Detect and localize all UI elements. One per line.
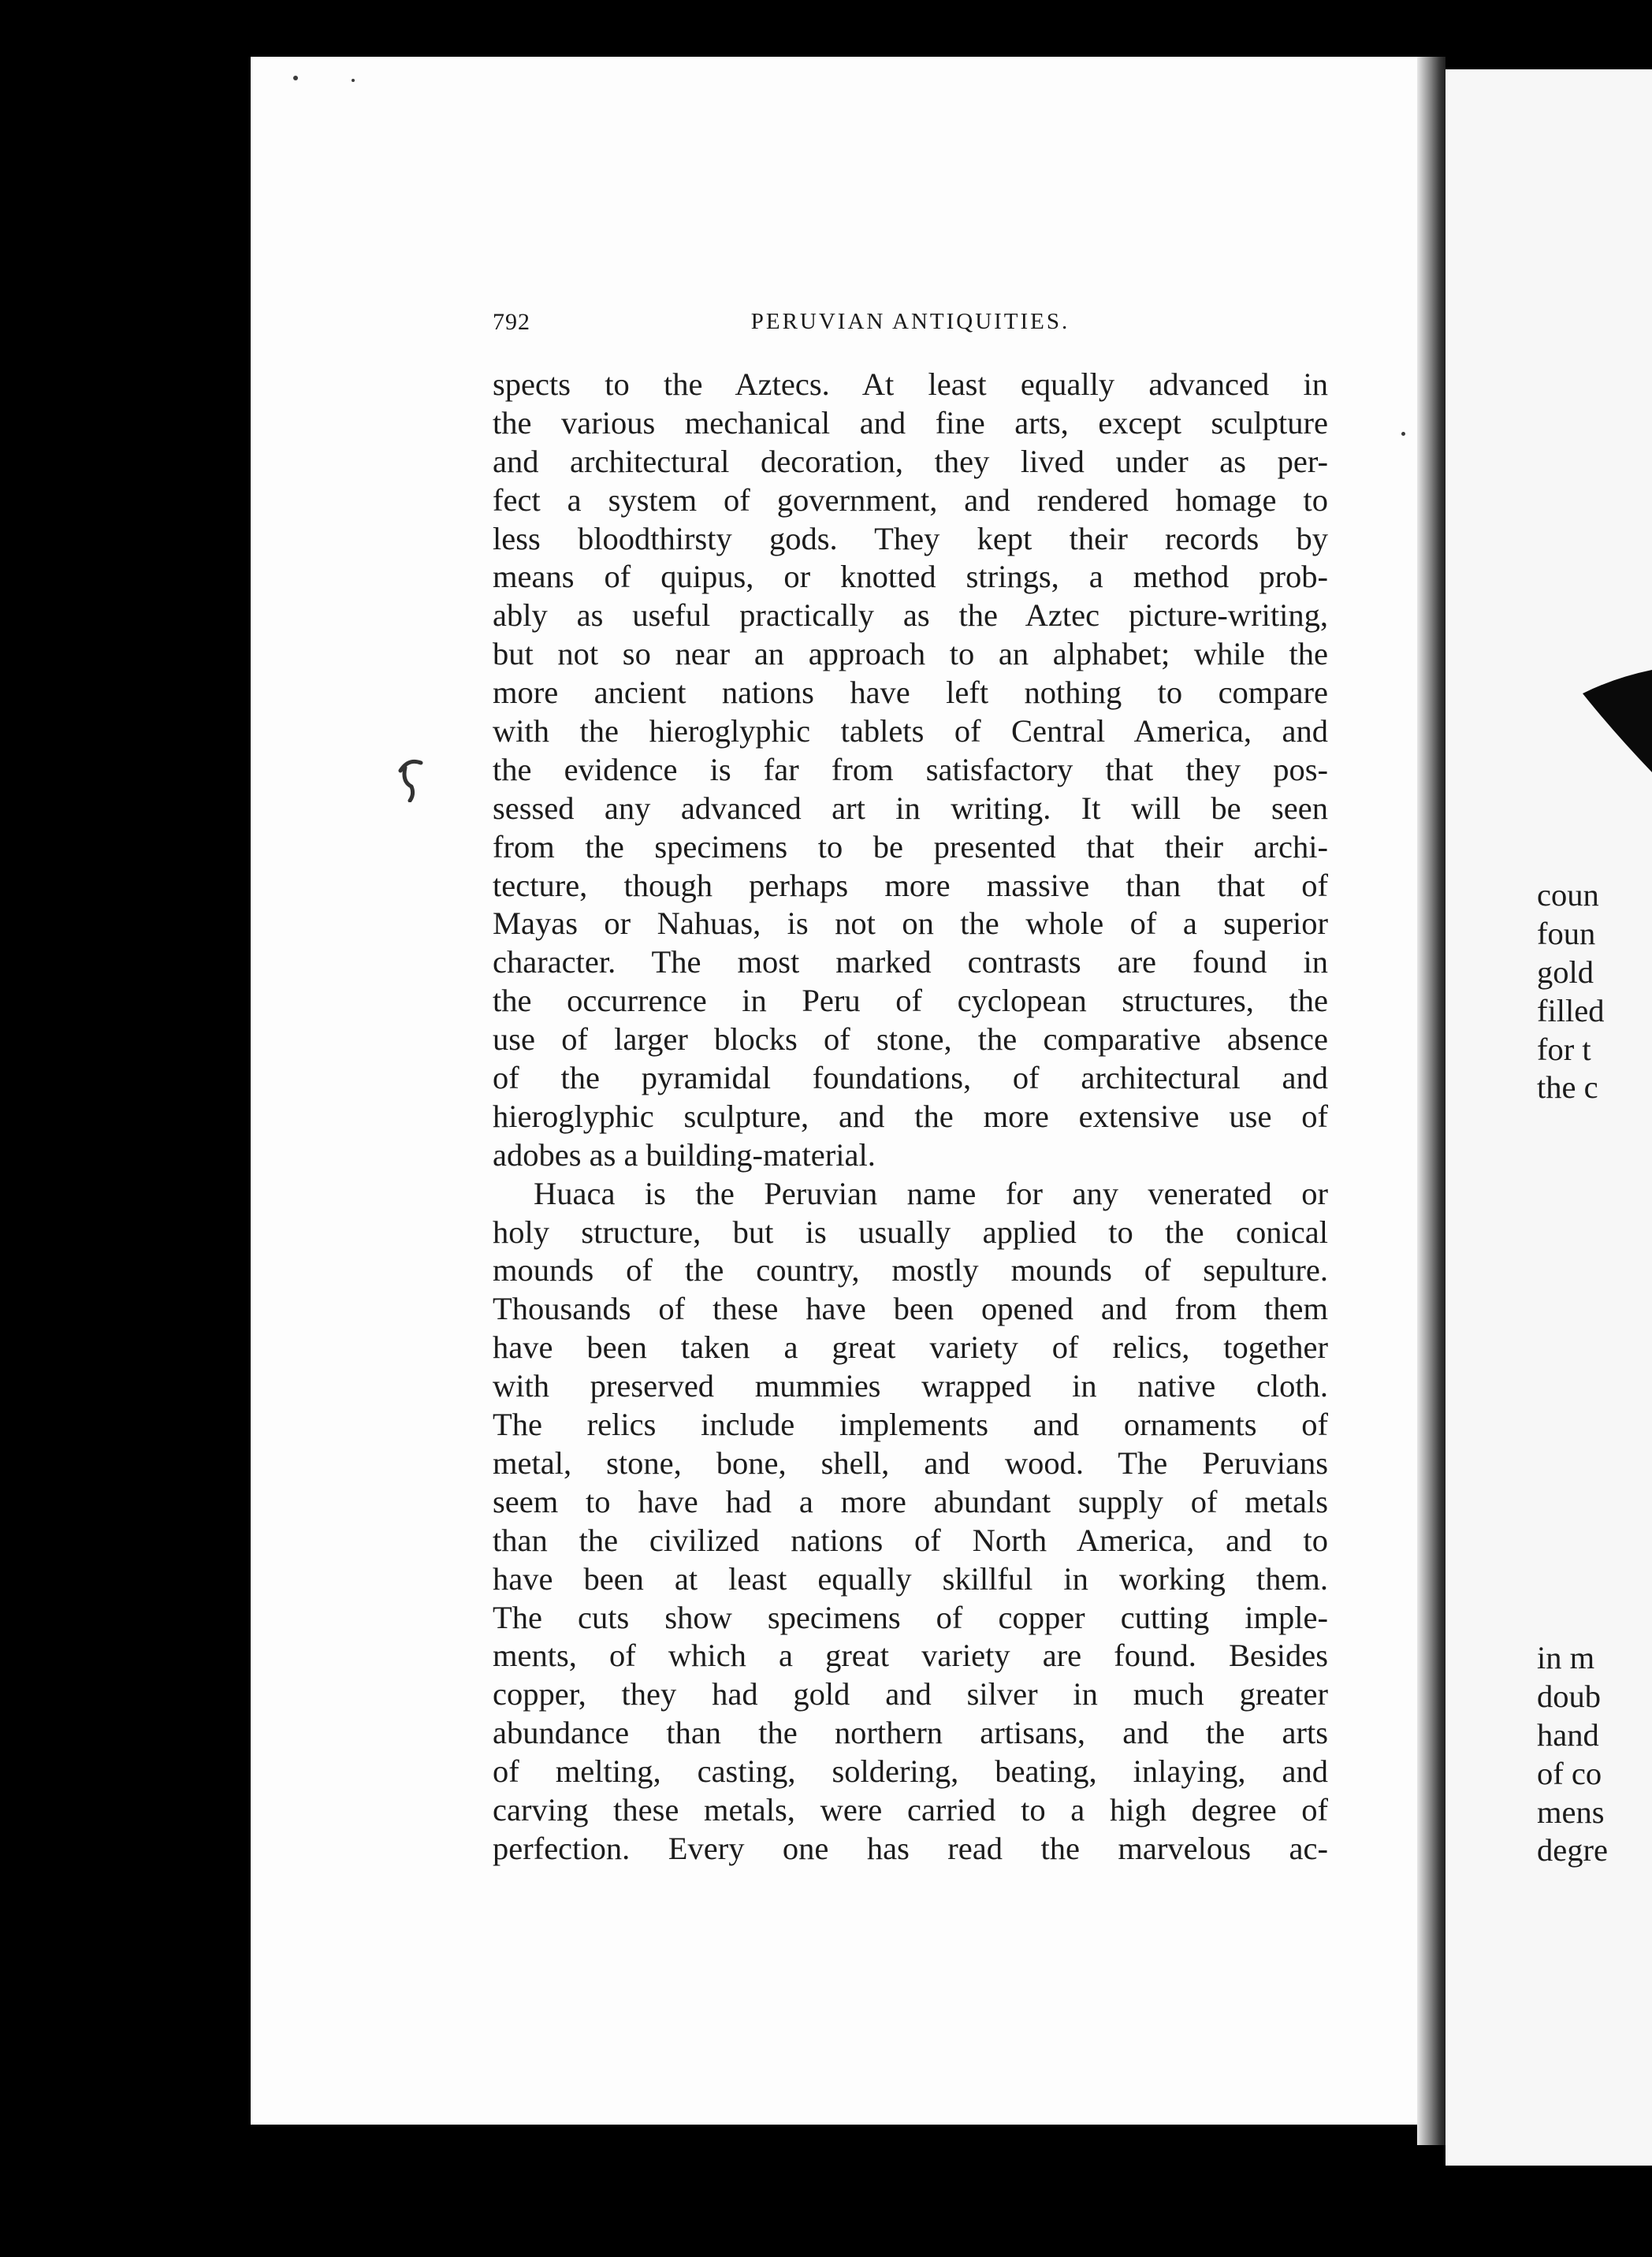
text-line: copper, they had gold and silver in much greater [493, 1676, 1328, 1712]
dust-speck [1401, 432, 1405, 436]
text-line: the occurrence in Peru of cyclopean structures, the [493, 983, 1328, 1019]
text-line: coun [1537, 877, 1599, 913]
text-line: use of larger blocks of stone, the comparative absence [493, 1021, 1328, 1058]
text-line: filled [1537, 992, 1605, 1028]
text-line: from the specimens to be presented that their archi- [493, 828, 1328, 865]
text-line: of the pyramidal foundations, of architectural and [493, 1060, 1328, 1096]
text-line: but not so near an approach to an alphabet; while the [493, 636, 1328, 672]
text-line: ably as useful practically as the Aztec picture-writing, [493, 597, 1328, 634]
text-line: hand [1537, 1716, 1599, 1753]
text-line: with preserved mummies wrapped in native cloth. [493, 1368, 1328, 1404]
text-line: Huaca is the Peruvian name for any venerated or [534, 1175, 1328, 1211]
text-line: of melting, casting, soldering, beating, inlaying, and [493, 1753, 1328, 1790]
text-line: Mayas or Nahuas, is not on the whole of a superior [493, 905, 1328, 942]
text-line: sessed any advanced art in writing. It will be seen [493, 790, 1328, 826]
facing-page-text-upper [1537, 876, 1604, 1107]
text-line: for t [1537, 1031, 1591, 1067]
text-line: carving these metals, were carried to a high degree of [493, 1791, 1328, 1828]
text-line: and architectural decoration, they lived under as per- [493, 443, 1328, 479]
text-line: character. The most marked contrasts are found in [493, 944, 1328, 980]
text-line: less bloodthirsty gods. They kept their records by [493, 520, 1328, 556]
dust-speck [352, 79, 355, 82]
text-line: spects to the Aztecs. At least equally advanced in [493, 366, 1328, 402]
text-line: foun [1537, 915, 1596, 951]
dust-speck [293, 76, 298, 80]
text-line: have been at least equally skillful in working them. [493, 1560, 1328, 1597]
text-line: hieroglyphic sculpture, and the more extensive use of [493, 1098, 1328, 1134]
body-text [493, 366, 1328, 1868]
text-line: doub [1537, 1678, 1601, 1714]
text-line: mounds of the country, mostly mounds of sepulture. [493, 1252, 1328, 1288]
book-gutter [1417, 57, 1446, 2145]
text-line: The relics include implements and ornaments of [493, 1407, 1328, 1443]
illustration-fragment [1583, 670, 1652, 772]
text-line: the various mechanical and fine arts, except sculpture [493, 404, 1328, 441]
text-line: tecture, though perhaps more massive than that of [493, 867, 1328, 903]
margin-mark [394, 755, 429, 802]
text-line: perfection. Every one has read the marvelous ac- [493, 1830, 1328, 1866]
text-line: mens [1537, 1794, 1605, 1830]
text-line: Thousands of these have been opened and from them [493, 1291, 1328, 1327]
text-line: means of quipus, or knotted strings, a method prob- [493, 559, 1328, 595]
page-number: 792 [493, 309, 530, 335]
text-line: the evidence is far from satisfactory that they pos- [493, 751, 1328, 787]
text-line: ments, of which a great variety are found. Besides [493, 1638, 1328, 1674]
text-line: holy structure, but is usually applied to the conical [493, 1214, 1328, 1250]
text-line: The cuts show specimens of copper cutting imple- [493, 1599, 1328, 1635]
text-line: fect a system of government, and rendered homage to [493, 482, 1328, 518]
text-line: seem to have had a more abundant supply of metals [493, 1483, 1328, 1519]
text-line: have been taken a great variety of relics, together [493, 1329, 1328, 1366]
facing-page-text-lower [1537, 1639, 1608, 1870]
running-head [493, 309, 1328, 340]
text-line: adobes as a building-material. [493, 1136, 876, 1173]
text-line: than the civilized nations of North America, and to [493, 1522, 1328, 1558]
text-line: metal, stone, bone, shell, and wood. The Peruvians [493, 1445, 1328, 1481]
running-title: PERUVIAN ANTIQUITIES. [750, 309, 1070, 334]
text-line: abundance than the northern artisans, and the arts [493, 1715, 1328, 1751]
text-line: in m [1537, 1640, 1595, 1675]
text-line: with the hieroglyphic tablets of Central America, and [493, 713, 1328, 749]
text-line: the c [1537, 1069, 1598, 1106]
text-line: gold [1537, 954, 1594, 990]
text-line: degre [1537, 1832, 1608, 1868]
text-line: more ancient nations have left nothing to compare [493, 675, 1328, 711]
text-line: of co [1537, 1755, 1602, 1791]
